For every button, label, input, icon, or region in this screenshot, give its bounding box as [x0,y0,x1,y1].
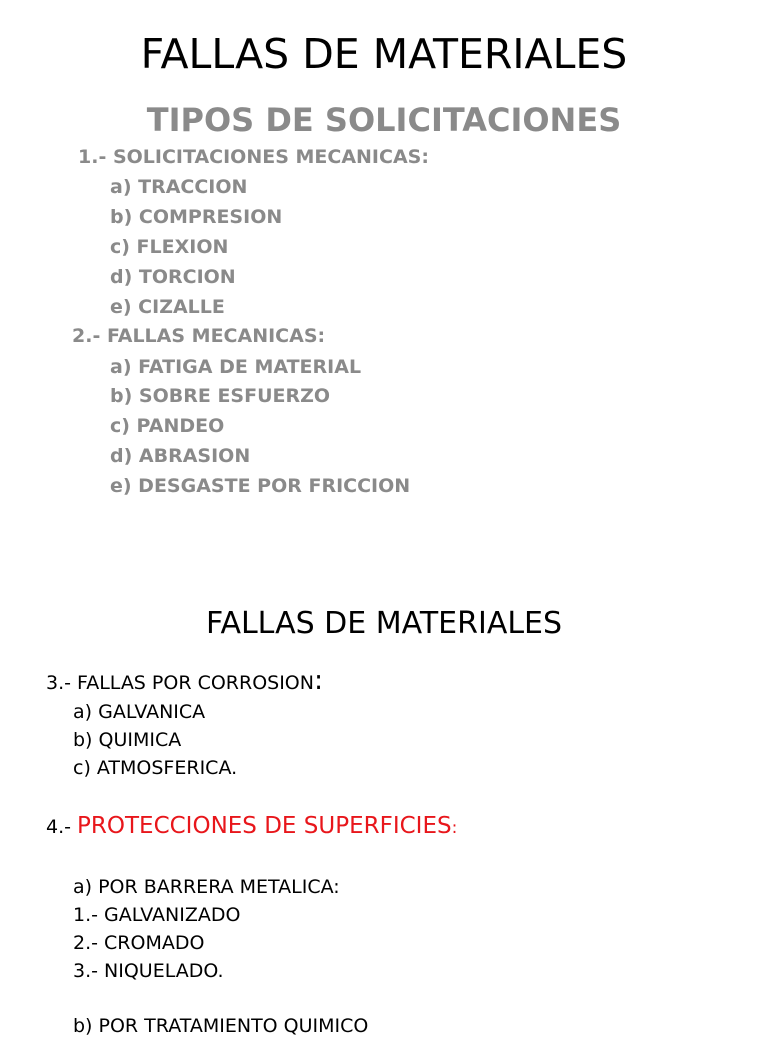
group-a-label: a) POR BARRERA METALICA: [73,876,340,898]
slide1-subtitle: TIPOS DE SOLICITACIONES [146,101,622,139]
section2-item-b: b) SOBRE ESFUERZO [110,385,331,407]
section1-heading: 1.- SOLICITACIONES MECANICAS: [78,146,429,168]
section3-item-c: c) ATMOSFERICA. [73,757,238,779]
slide2-title: FALLAS DE MATERIALES [205,606,563,641]
group-a-item-2: 2.- CROMADO [73,932,205,954]
group-a-item-1: 1.- GALVANIZADO [73,904,241,926]
section2-item-c: c) PANDEO [110,415,225,437]
section4-heading-text: PROTECCIONES DE SUPERFICIES [77,813,452,839]
section3-heading-text: 3.- FALLAS POR CORROSION [46,672,314,694]
section2-item-e: e) DESGASTE POR FRICCION [110,475,411,497]
section3-heading-colon: : [313,665,324,696]
section2-item-d: d) ABRASION [110,445,251,467]
slide1-title: FALLAS DE MATERIALES [140,30,628,78]
section2-heading: 2.- FALLAS MECANICAS: [72,325,326,347]
section3-heading [46,665,324,696]
group-a-item-3: 3.- NIQUELADO. [73,960,224,982]
section3-item-a: a) GALVANICA [73,701,206,723]
section1-item-d: d) TORCION [110,266,236,288]
section1-item-e: e) CIZALLE [110,296,225,318]
section3-item-b: b) QUIMICA [73,729,182,751]
section4-heading-colon: : [451,818,458,838]
group-b-label: b) POR TRATAMIENTO QUIMICO [73,1015,369,1037]
section4-prefix: 4.- [46,816,78,838]
section1-item-b: b) COMPRESION [110,206,283,228]
section1-item-a: a) TRACCION [110,176,248,198]
section1-item-c: c) FLEXION [110,236,229,258]
section4-heading [46,814,457,840]
section2-item-a: a) FATIGA DE MATERIAL [110,356,362,378]
